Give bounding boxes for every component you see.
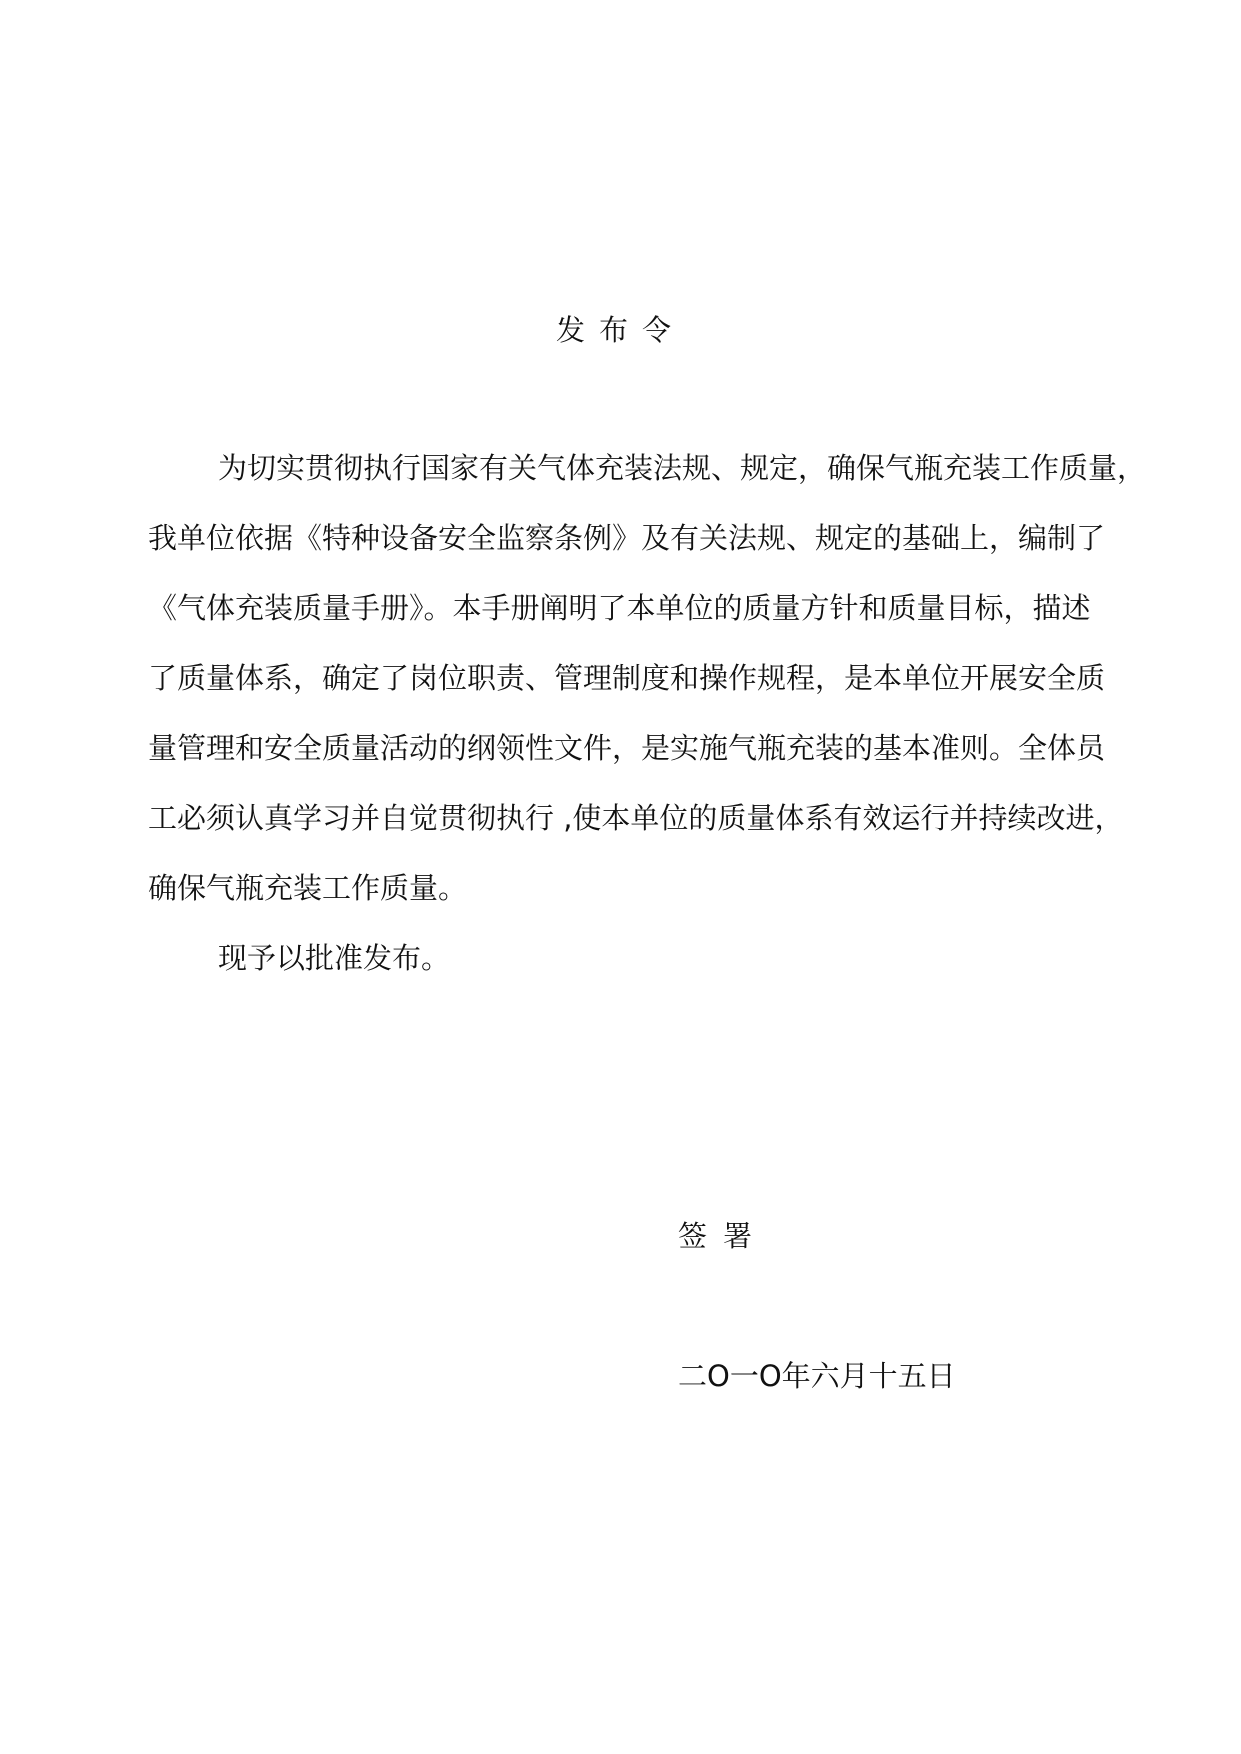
paragraph-line-6: 工必须认真学习并自觉贯彻执行 ,使本单位的质量体系有效运行并持续改进， <box>148 801 1124 835</box>
document-date: 二O一O年六月十五日 <box>678 1359 956 1393</box>
paragraph-line-2: 我单位依据《特种设备安全监察条例》及有关法规、规定的基础上，编制了 <box>148 521 1106 555</box>
approval-line: 现予以批准发布。 <box>218 941 451 975</box>
signature-label: 签署 <box>678 1219 769 1253</box>
paragraph-line-7: 确保气瓶充装工作质量。 <box>148 871 468 905</box>
document-title: 发布令 <box>555 313 685 347</box>
paragraph-line-3: 《气体充装质量手册》。本手册阐明了本单位的质量方针和质量目标，描述 <box>148 591 1091 625</box>
paragraph-line-5: 量管理和安全质量活动的纲领性文件，是实施气瓶充装的基本准则。全体员 <box>148 731 1106 765</box>
paragraph-line-1: 为切实贯彻执行国家有关气体充装法规、规定，确保气瓶充装工作质量， <box>218 451 1147 485</box>
paragraph-line-4: 了质量体系，确定了岗位职责、管理制度和操作规程，是本单位开展安全质 <box>148 661 1106 695</box>
